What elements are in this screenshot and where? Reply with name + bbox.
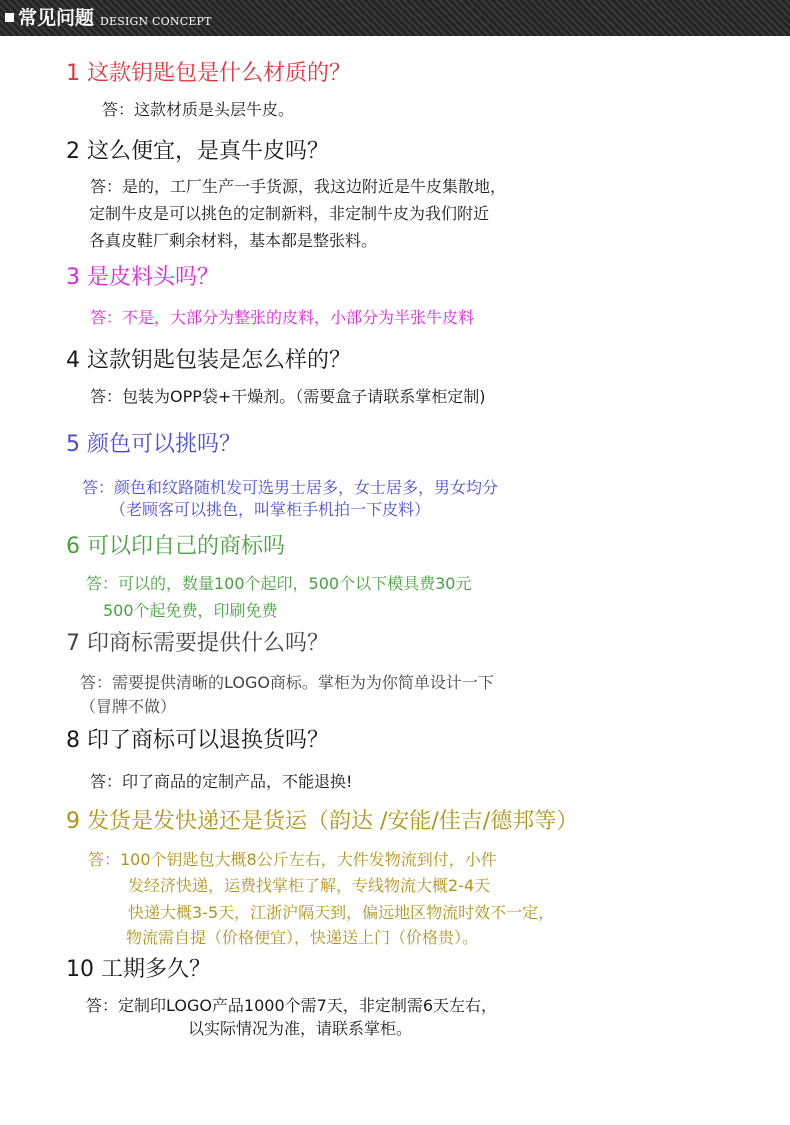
faq-answer-3-line-1: 答：不是，大部分为整张的皮料，小部分为半张牛皮料 (90, 308, 475, 327)
faq-answer-4-line-1: 答：包装为OPP袋+干燥剂。（需要盒子请联系掌柜定制) (90, 387, 486, 406)
faq-answer-5-line-1: 答：颜色和纹路随机发可选男士居多，女士居多，男女均分 (82, 478, 499, 497)
faq-answer-2-line-3: 各真皮鞋厂剩余材料，基本都是整张料。 (89, 231, 378, 250)
square-bullet-icon (5, 13, 14, 22)
faq-answer-10-line-2: 以实际情况为准，请联系掌柜。 (188, 1019, 413, 1038)
faq-question-6: 6 可以印自己的商标吗 (66, 534, 285, 559)
faq-answer-1-line-1: 答：这款材质是头层牛皮。 (102, 100, 295, 119)
faq-question-3: 3 是皮料头吗？ (66, 265, 219, 290)
faq-question-1: 1 这款钥匙包是什么材质的？ (66, 61, 351, 86)
section-subtitle: DESIGN CONCEPT (100, 15, 212, 28)
faq-answer-9-line-1: 答：100个钥匙包大概8公斤左右，大件发物流到付，小件 (88, 850, 497, 869)
faq-question-4: 4 这款钥匙包装是怎么样的？ (66, 348, 351, 373)
faq-answer-2-line-1: 答：是的，工厂生产一手货源，我这边附近是牛皮集散地， (90, 177, 507, 196)
section-header (0, 0, 790, 36)
faq-question-7: 7 印商标需要提供什么吗？ (66, 631, 329, 656)
faq-answer-6-line-2: 500个起免费，印刷免费 (103, 601, 278, 620)
faq-question-2: 2 这么便宜，是真牛皮吗？ (66, 139, 329, 164)
faq-answer-8-line-1: 答：印了商品的定制产品，不能退换! (90, 772, 353, 791)
faq-question-5: 5 颜色可以挑吗？ (66, 432, 241, 457)
faq-question-9: 9 发货是发快递还是货运（韵达 /安能/佳吉/德邦等） (66, 809, 579, 834)
faq-answer-9-line-3: 快递大概3-5天，江浙沪隔天到，偏远地区物流时效不一定， (128, 903, 555, 922)
faq-answer-6-line-1: 答：可以的，数量100个起印，500个以下模具费30元 (86, 574, 472, 593)
faq-question-10: 10 工期多久？ (66, 957, 211, 982)
faq-answer-9-line-2: 发经济快递，运费找掌柜了解，专线物流大概2-4天 (128, 876, 491, 895)
faq-answer-5-line-2: （老顾客可以挑色，叫掌柜手机拍一下皮料） (110, 500, 431, 519)
faq-answer-7-line-2: （冒牌不做） (80, 697, 177, 716)
faq-answer-9-line-4: 物流需自提（价格便宜），快递送上门（价格贵）。 (126, 928, 479, 947)
section-title: 常见问题 (18, 7, 95, 29)
faq-answer-7-line-1: 答：需要提供清晰的LOGO商标。掌柜为为你简单设计一下 (80, 673, 494, 692)
faq-answer-10-line-1: 答：定制印LOGO产品1000个需7天，非定制需6天左右， (86, 996, 498, 1015)
faq-question-8: 8 印了商标可以退换货吗？ (66, 728, 329, 753)
faq-answer-2-line-2: 定制牛皮是可以挑色的定制新料，非定制牛皮为我们附近 (89, 204, 490, 223)
